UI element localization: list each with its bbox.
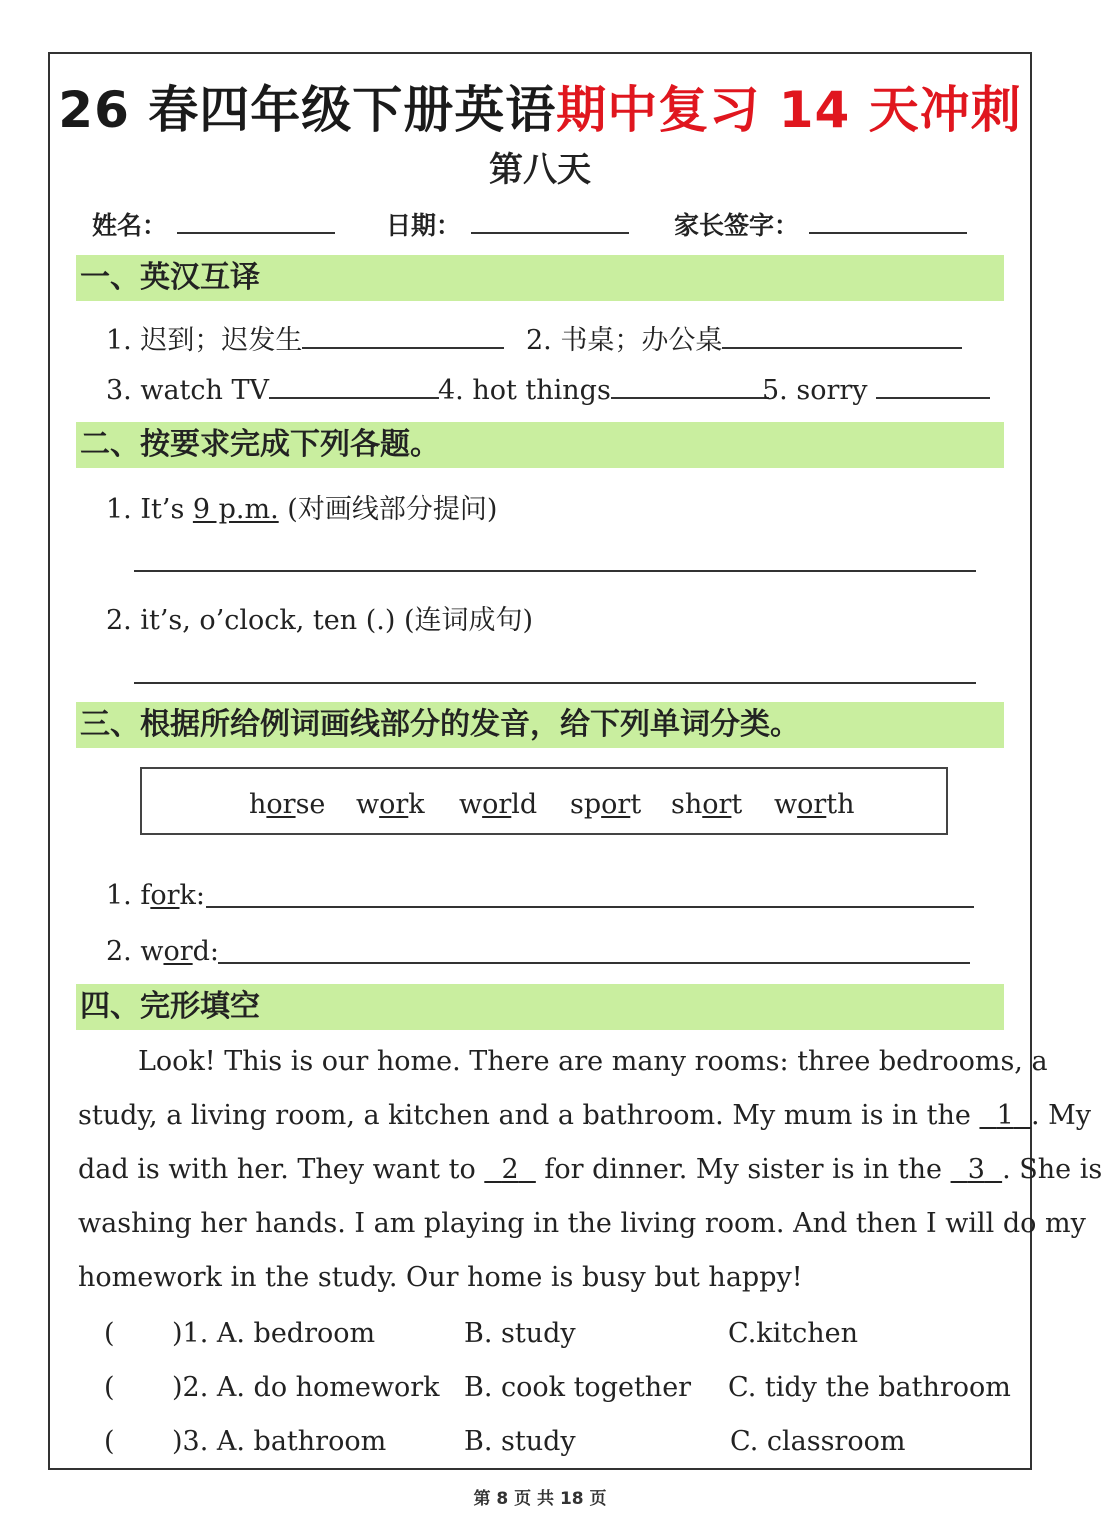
- word-part: sh: [671, 789, 703, 820]
- word-part: th: [826, 789, 855, 820]
- page-subtitle: 第八天: [489, 150, 591, 190]
- item-text: 1. 迟到；迟发生: [106, 325, 303, 356]
- word-part: se: [295, 789, 326, 820]
- phonics-answer-line-2[interactable]: [218, 962, 970, 964]
- section-heading-tasks: 二、按要求完成下列各题。: [76, 422, 1004, 468]
- underlined-letters: or: [601, 789, 631, 820]
- gap-number: 2: [501, 1154, 519, 1185]
- word-part: t: [731, 789, 743, 820]
- section-heading-phonics: 三、根据所给例词画线部分的发音，给下列单词分类。: [76, 702, 1004, 748]
- choice-b-1: B. study: [464, 1318, 576, 1349]
- page-footer: 第 8 页 共 18 页: [473, 1489, 607, 1509]
- name-label: 姓名：: [92, 211, 168, 240]
- translation-item-3: [106, 375, 439, 406]
- title-black-part: 26 春四年级下册英语: [58, 81, 557, 139]
- choice-a-2: )2. A. do homework: [172, 1372, 440, 1403]
- word-bank-item: [570, 789, 641, 820]
- parent-sign-label: 家长签字：: [674, 211, 800, 240]
- answer-blank[interactable]: [876, 375, 990, 399]
- answer-blank[interactable]: [302, 325, 504, 349]
- name-field: [92, 206, 335, 242]
- word-bank-box: [140, 767, 948, 835]
- choice-c-1: C.kitchen: [728, 1318, 859, 1349]
- underlined-letters: or: [379, 789, 409, 820]
- cloze-gap-1[interactable]: [979, 1100, 1031, 1131]
- passage-line-5: homework in the study. Our home is busy but happy!: [78, 1262, 803, 1293]
- answer-blank[interactable]: [722, 325, 962, 349]
- gap-number: 1: [996, 1100, 1014, 1131]
- word-part: k: [408, 789, 425, 820]
- word-part: h: [249, 789, 267, 820]
- answer-blank[interactable]: [269, 375, 439, 399]
- date-field: [386, 206, 629, 242]
- answer-paren-3[interactable]: (: [104, 1426, 115, 1457]
- word-part: d:: [192, 936, 220, 967]
- word-part: w: [140, 936, 164, 967]
- question-text: 1. It’s: [106, 494, 193, 525]
- answer-blank[interactable]: [611, 375, 769, 399]
- parent-sign-input-line[interactable]: [809, 212, 967, 234]
- word-bank-item: [459, 789, 537, 820]
- word-bank-item: [249, 789, 325, 820]
- word-bank-item: [356, 789, 425, 820]
- section-heading-translation: 一、英汉互译: [76, 255, 1004, 301]
- page-title: [0, 70, 1080, 142]
- passage-text: dad is with her. They want to: [78, 1154, 485, 1185]
- date-input-line[interactable]: [471, 212, 629, 234]
- section-heading-cloze: 四、完形填空: [76, 984, 1004, 1030]
- underlined-letters: or: [163, 936, 193, 967]
- word-part: ld: [511, 789, 538, 820]
- word-part: sp: [570, 789, 602, 820]
- question-number: 2.: [106, 936, 141, 967]
- phonics-question-1: [106, 880, 205, 911]
- answer-line-1[interactable]: [134, 570, 976, 572]
- translation-item-1: [106, 318, 504, 357]
- passage-text: . She is: [1002, 1154, 1102, 1185]
- title-red-part: 期中复习 14 天冲刺: [556, 81, 1022, 139]
- answer-paren-2[interactable]: (: [104, 1372, 115, 1403]
- translation-item-4: [438, 375, 769, 406]
- passage-line-1: Look! This is our home. There are many rooms: three bedrooms, a: [138, 1046, 1048, 1077]
- item-text: 3. watch TV: [106, 375, 270, 406]
- passage-text: . My: [1031, 1100, 1092, 1131]
- passage-line-3: [78, 1154, 1102, 1185]
- translation-item-2: [526, 318, 962, 357]
- question-number: 1.: [106, 880, 141, 911]
- passage-line-2: [78, 1100, 1092, 1131]
- underlined-phrase: 9 p.m.: [192, 494, 279, 525]
- underlined-letters: or: [266, 789, 296, 820]
- word-part: w: [774, 789, 798, 820]
- item-text: 5. sorry: [762, 375, 868, 406]
- passage-text: study, a living room, a kitchen and a bathroom. My mum is in the: [78, 1100, 980, 1131]
- underlined-letters: or: [150, 880, 180, 911]
- underlined-letters: or: [797, 789, 827, 820]
- choice-c-2: C. tidy the bathroom: [728, 1372, 1011, 1403]
- word-part: t: [630, 789, 642, 820]
- answer-paren-1[interactable]: (: [104, 1318, 115, 1349]
- choice-b-3: B. study: [464, 1426, 576, 1457]
- parent-sign-field: [674, 206, 967, 242]
- name-input-line[interactable]: [177, 212, 335, 234]
- underlined-letters: or: [482, 789, 512, 820]
- translation-item-5: [762, 375, 990, 406]
- phonics-answer-line-1[interactable]: [206, 906, 974, 908]
- date-label: 日期：: [386, 211, 462, 240]
- passage-line-4: washing her hands. I am playing in the living room. And then I will do my: [78, 1208, 1086, 1239]
- word-bank-item: [671, 789, 742, 820]
- gap-number: 3: [967, 1154, 985, 1185]
- underlined-letters: or: [702, 789, 732, 820]
- word-part: w: [356, 789, 380, 820]
- word-bank-item: [774, 789, 855, 820]
- cloze-gap-2[interactable]: [484, 1154, 536, 1185]
- item-text: 2. 书桌；办公桌: [526, 325, 723, 356]
- cloze-gap-3[interactable]: [951, 1154, 1003, 1185]
- item-text: 4. hot things: [438, 375, 611, 406]
- task-question-2: 2. it’s, o’clock, ten (.) (连词成句): [106, 605, 534, 636]
- phonics-question-2: [106, 936, 219, 967]
- task-question-1: [106, 487, 497, 526]
- choice-b-2: B. cook together: [464, 1372, 692, 1403]
- choice-c-3: C. classroom: [730, 1426, 906, 1457]
- word-part: f: [140, 880, 151, 911]
- passage-text: for dinner. My sister is in the: [535, 1154, 951, 1185]
- question-instruction: (对画线部分提问): [278, 494, 498, 525]
- choice-a-3: )3. A. bathroom: [172, 1426, 387, 1457]
- word-part: k:: [179, 880, 205, 911]
- word-part: w: [459, 789, 483, 820]
- choice-a-1: )1. A. bedroom: [172, 1318, 376, 1349]
- answer-line-2[interactable]: [134, 682, 976, 684]
